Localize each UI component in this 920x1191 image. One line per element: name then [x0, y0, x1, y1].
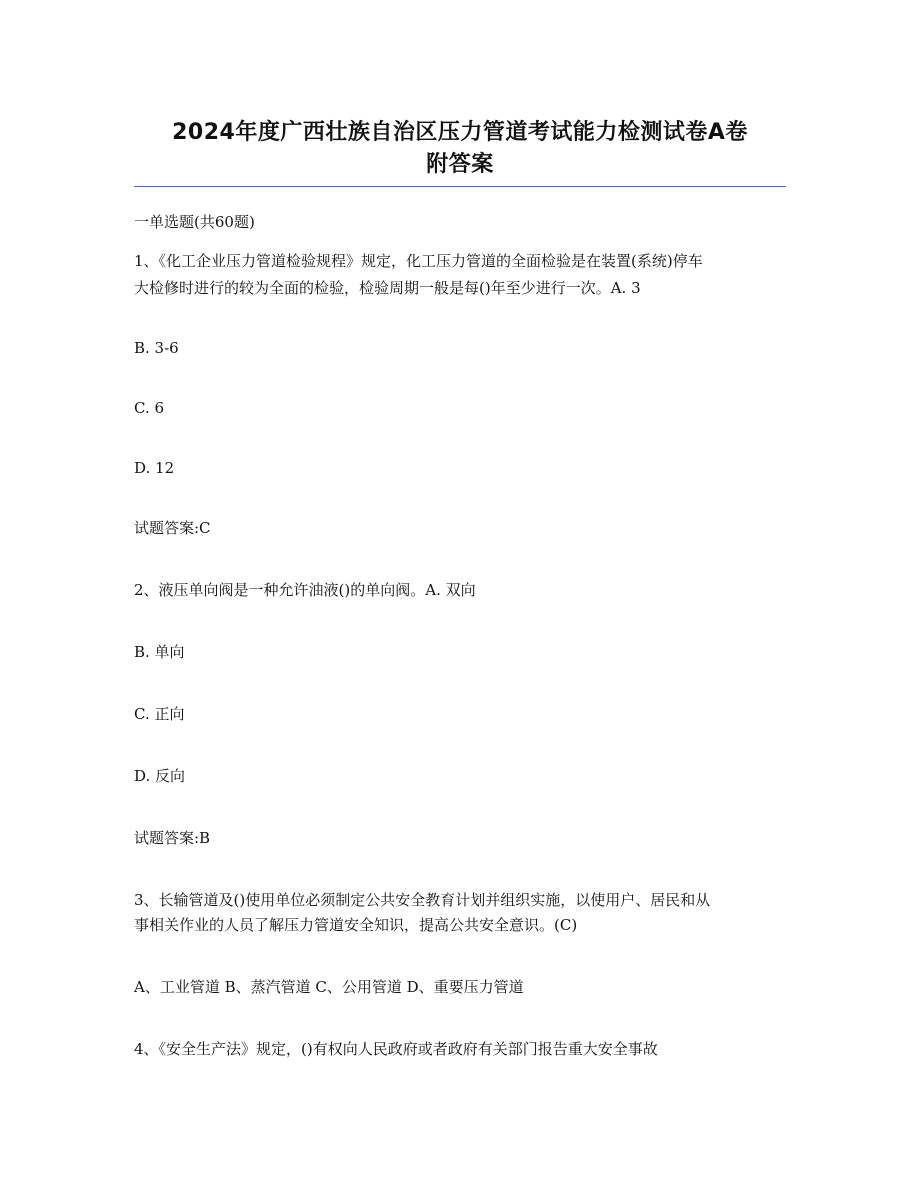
title-divider: [134, 186, 786, 187]
question-1-answer: 试题答案:C: [134, 519, 211, 537]
question-3-options: A、工业管道 B、蒸汽管道 C、公用管道 D、重要压力管道: [134, 978, 524, 996]
question-4-stem: 4、《安全生产法》规定，()有权向人民政府或者政府有关部门报告重大安全事故: [134, 1040, 658, 1058]
question-1-stem-continued: 大检修时进行的较为全面的检验，检验周期一般是每()年至少进行一次。A. 3: [134, 279, 641, 297]
question-2-stem: 2、液压单向阀是一种允许油液()的单向阀。A. 双向: [134, 581, 476, 599]
question-2-option-d: D. 反向: [134, 767, 186, 785]
question-1-option-d: D. 12: [134, 459, 175, 477]
question-3-stem-continued: 事相关作业的人员了解压力管道安全知识，提高公共安全意识。(C): [134, 916, 578, 934]
question-3-stem: 3、长输管道及()使用单位必须制定公共安全教育计划并组织实施，以使用户、居民和从: [134, 891, 711, 909]
question-2-answer: 试题答案:B: [134, 829, 211, 847]
question-2-option-b: B. 单向: [134, 643, 185, 661]
document-title-continued: 附答案: [426, 152, 494, 177]
question-1-option-b: B. 3-6: [134, 339, 179, 357]
question-2-option-c: C. 正向: [134, 705, 185, 723]
question-1-stem: 1、《化工企业压力管道检验规程》规定，化工压力管道的全面检验是在装置(系统)停车: [134, 252, 703, 270]
question-1-option-c: C. 6: [134, 399, 165, 417]
document-title: 2024年度广西壮族自治区压力管道考试能力检测试卷A卷: [172, 120, 748, 145]
section-heading: 一单选题(共60题): [134, 213, 255, 231]
